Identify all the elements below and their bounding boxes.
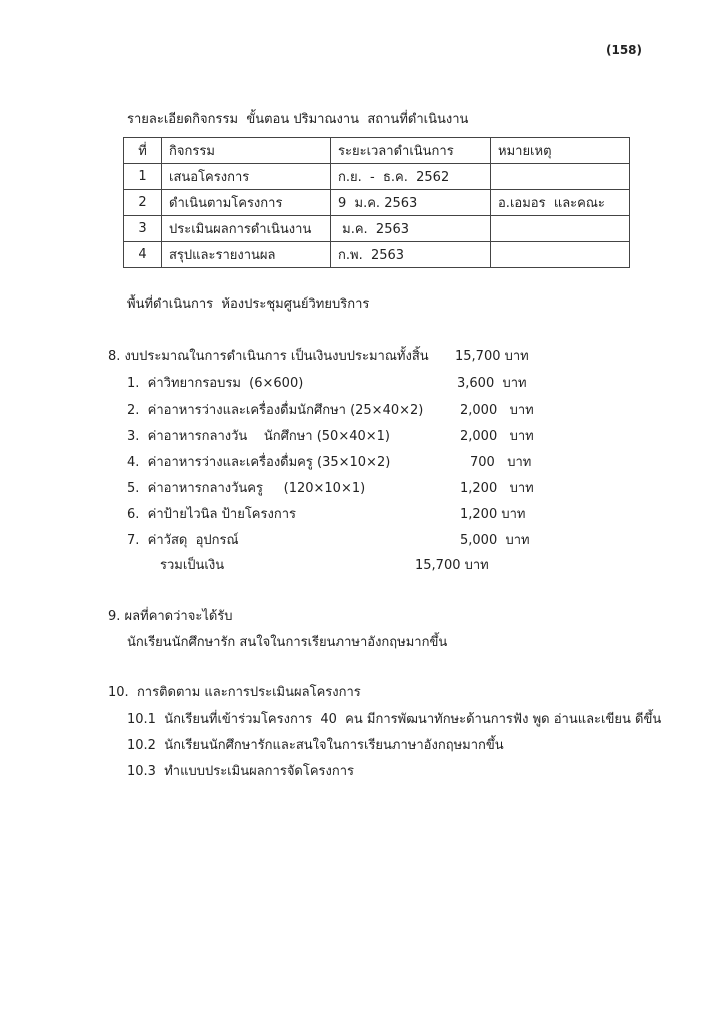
cell-period: 9 ม.ค. 2563 [331,190,491,216]
table-row [124,242,630,268]
cell-no: 2 [124,190,162,216]
table-row [124,164,630,190]
budget-item-label: 4. ค่าอาหารว่างและเครื่องดื่มครู (35×10×2) [127,455,391,470]
budget-item-label: 3. ค่าอาหารกลางวัน นักศึกษา (50×40×1) [127,429,390,444]
page-number: (158) [606,43,643,57]
header-activity: กิจกรรม [162,138,331,164]
cell-no: 4 [124,242,162,268]
header-no: ที่ [124,138,162,164]
budget-sum-amount: 15,700 บาท [415,558,489,573]
header-period: ระยะเวลาดำเนินการ [331,138,491,164]
budget-item-amount: 3,600 บาท [457,376,527,391]
evaluation-item: 10.2 นักเรียนนักศึกษารักและสนใจในการเรียนภาษาอังกฤษมากขึ้น [127,738,504,753]
evaluation-heading: 10. การติดตาม และการประเมินผลโครงการ [108,685,361,700]
location-text: พื้นที่ดำเนินการ ห้องประชุมศูนย์วิทยบริการ [127,297,370,312]
budget-item-label: 5. ค่าอาหารกลางวันครู (120×10×1) [127,481,366,496]
expected-results-heading: 9. ผลที่คาดว่าจะได้รับ [108,609,233,624]
expected-results-text: นักเรียนนักศึกษารัก สนใจในการเรียนภาษาอังกฤษมากขึ้น [127,635,448,650]
evaluation-item: 10.3 ทำแบบประเมินผลการจัดโครงการ [127,764,355,779]
budget-item-label: 1. ค่าวิทยากรอบรม (6×600) [127,376,304,391]
cell-period: ม.ค. 2563 [331,216,491,242]
cell-remark: อ.เอมอร และคณะ [491,190,630,216]
budget-item-label: 7. ค่าวัสดุ อุปกรณ์ [127,533,239,548]
evaluation-item: 10.1 นักเรียนที่เข้าร่วมโครงการ 40 คน มีการพัฒนาทักษะด้านการฟัง พูด อ่านและเขียน ดีขึ้น [127,712,662,727]
cell-no: 1 [124,164,162,190]
budget-item-amount: 700 บาท [470,455,532,470]
table-row [124,190,630,216]
budget-item-amount: 5,000 บาท [460,533,530,548]
budget-item-amount: 1,200 บาท [460,481,534,496]
budget-item-label: 2. ค่าอาหารว่างและเครื่องดื่มนักศึกษา (25×40×2) [127,403,424,418]
table-header-row [124,138,630,164]
cell-remark [491,164,630,190]
cell-remark [491,242,630,268]
activity-heading: รายละเอียดกิจกรรม ขั้นตอน ปริมาณงาน สถานที่ดำเนินงาน [127,112,469,127]
cell-activity: ดำเนินตามโครงการ [162,190,331,216]
budget-item-amount: 2,000 บาท [460,403,534,418]
budget-item-label: 6. ค่าป้ายไวนิล ป้ายโครงการ [127,507,296,522]
budget-item-amount: 2,000 บาท [460,429,534,444]
cell-remark [491,216,630,242]
budget-total-amount: 15,700 บาท [455,349,529,364]
cell-activity: ประเมินผลการดำเนินงาน [162,216,331,242]
cell-no: 3 [124,216,162,242]
header-remark: หมายเหตุ [491,138,630,164]
budget-item-amount: 1,200 บาท [460,507,526,522]
budget-heading: 8. งบประมาณในการดำเนินการ เป็นเงินงบประมาณทั้งสิ้น [108,349,429,364]
activity-table [123,137,630,268]
cell-activity: เสนอโครงการ [162,164,331,190]
cell-activity: สรุปและรายงานผล [162,242,331,268]
cell-period: ก.พ. 2563 [331,242,491,268]
budget-sum-label: รวมเป็นเงิน [160,558,225,573]
cell-period: ก.ย. - ธ.ค. 2562 [331,164,491,190]
table-row [124,216,630,242]
